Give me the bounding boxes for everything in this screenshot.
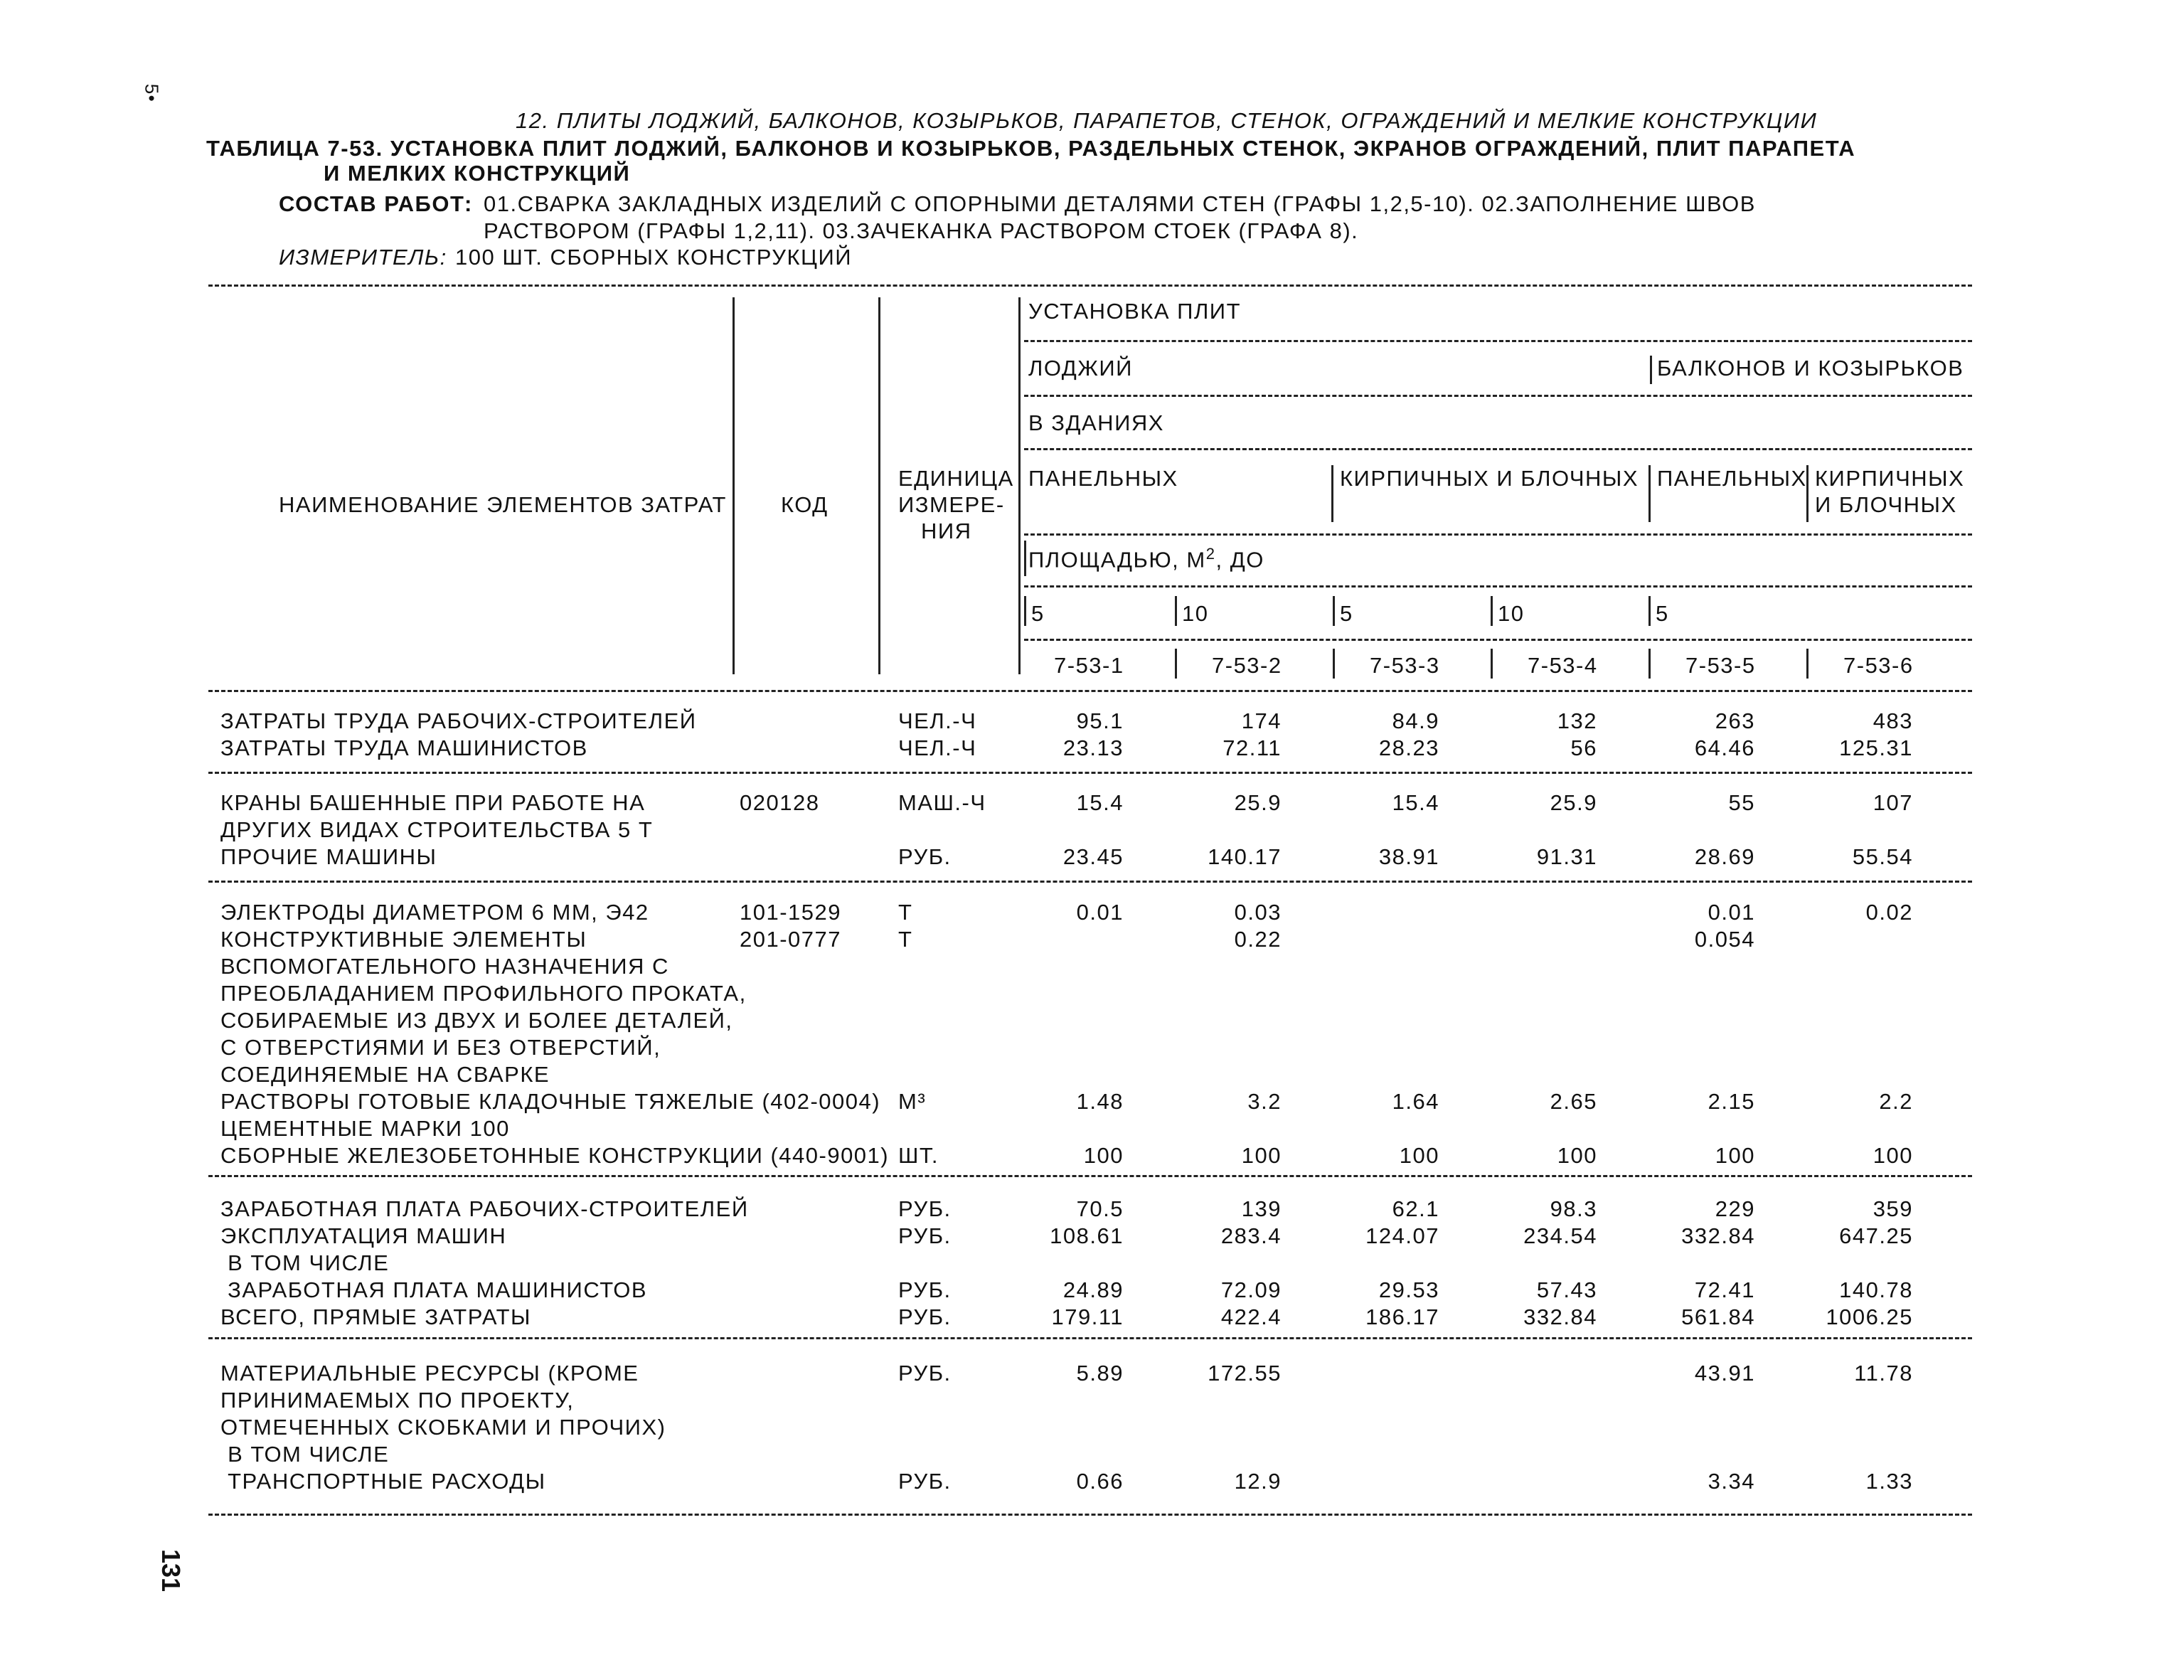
column-code-2: 7-53-2 [1212,653,1282,678]
row-name: ПРЕОБЛАДАНИЕМ ПРОФИЛЬНОГО ПРОКАТА, [220,981,747,1006]
row-value: 3.2 [1247,1089,1282,1114]
header-area-suffix: , ДО [1215,547,1264,573]
header-brick-balcony-1: КИРПИЧНЫХ [1815,466,1965,491]
row-name: КРАНЫ БАШЕННЫЕ ПРИ РАБОТЕ НА [220,790,646,815]
row-value: 38.91 [1378,844,1439,869]
row-code: 201-0777 [740,927,842,952]
header-tick-s2 [1175,596,1177,626]
header-tick-area [1024,541,1026,576]
row-value: 107 [1873,790,1913,815]
row-value: 72.11 [1222,735,1282,760]
row-name: ЗАТРАТЫ ТРУДА МАШИНИСТОВ [220,735,588,760]
header-area [1028,545,1264,573]
row-name: ВСПОМОГАТЕЛЬНОГО НАЗНАЧЕНИЯ С [220,954,669,979]
row-value: 72.41 [1694,1277,1755,1302]
section-title: 12. ПЛИТЫ ЛОДЖИЙ, БАЛКОНОВ, КОЗЫРЬКОВ, ПАРАПЕТОВ, СТЕНОК, ОГРАЖДЕНИЙ И МЕЛКИЕ КОНСТРУКЦИИ [516,108,1818,133]
page-number: 131 [156,1548,186,1593]
row-name: РАСТВОРЫ ГОТОВЫЕ КЛАДОЧНЫЕ ТЯЖЕЛЫЕ (402-0004) [220,1089,881,1114]
header-rule-buildings [1024,448,1972,450]
row-unit: РУБ. [898,1223,952,1248]
header-rule-type [1024,395,1972,397]
work-composition-text-cont: РАСТВОРОМ (ГРАФЫ 1,2,11). 03.ЗАЧЕКАНКА РАСТВОРОМ СТОЕК (ГРАФА 8). [484,218,1359,243]
row-unit: М³ [898,1089,927,1114]
row-unit: ЧЕЛ.-Ч [898,708,977,733]
column-code-5: 7-53-5 [1685,653,1756,678]
group-rule-2 [208,881,1972,883]
column-code-6: 7-53-6 [1843,653,1914,678]
row-value: 55.54 [1852,844,1913,869]
row-value: 139 [1241,1196,1282,1221]
row-value: 25.9 [1234,790,1282,815]
row-value: 186.17 [1365,1304,1439,1329]
header-tick-balcony [1650,356,1652,384]
row-value: 234.54 [1523,1223,1597,1248]
row-value: 132 [1557,708,1597,733]
row-name: СОБИРАЕМЫЕ ИЗ ДВУХ И БОЛЕЕ ДЕТАЛЕЙ, [220,1008,733,1033]
header-tick-s3 [1333,596,1335,626]
row-name: ЦЕМЕНТНЫЕ МАРКИ 100 [220,1116,510,1141]
header-bottom-rule [208,690,1972,692]
measure-text: 100 ШТ. СБОРНЫХ КОНСТРУКЦИЙ [455,245,853,270]
row-value: 24.89 [1062,1277,1124,1302]
row-name: ПРОЧИЕ МАШИНЫ [220,844,437,869]
header-divider-code [878,297,880,674]
row-value: 125.31 [1839,735,1913,760]
header-code-column: КОД [781,492,829,517]
header-divider-name [733,297,735,674]
header-brick: КИРПИЧНЫХ И БЛОЧНЫХ [1340,466,1639,491]
row-unit: ЧЕЛ.-Ч [898,735,977,760]
row-value: 23.45 [1062,844,1124,869]
row-value: 483 [1873,708,1913,733]
header-panel: ПАНЕЛЬНЫХ [1028,466,1178,491]
row-value: 0.01 [1076,900,1124,925]
header-brick-balcony-2: И БЛОЧНЫХ [1815,492,1957,517]
header-rule-size [1024,639,1972,641]
row-name: МАТЕРИАЛЬНЫЕ РЕСУРСЫ (КРОМЕ [220,1361,639,1386]
header-tick-s5 [1648,596,1651,626]
row-value: 98.3 [1550,1196,1597,1221]
row-value: 15.4 [1392,790,1439,815]
row-value: 3.34 [1708,1469,1755,1494]
row-value: 64.46 [1694,735,1755,760]
row-value: 100 [1241,1143,1282,1168]
row-value: 422.4 [1220,1304,1282,1329]
header-loggias: ЛОДЖИЙ [1028,356,1133,381]
row-value: 57.43 [1536,1277,1597,1302]
row-value: 11.78 [1854,1361,1913,1386]
header-unit-column-1: ЕДИНИЦА [898,466,1014,491]
row-value: 332.84 [1681,1223,1755,1248]
group-rule-1 [208,772,1972,774]
row-value: 72.09 [1220,1277,1282,1302]
header-tick-s4 [1491,596,1493,626]
row-name: ТРАНСПОРТНЫЕ РАСХОДЫ [220,1469,546,1494]
row-value: 0.01 [1708,900,1755,925]
row-name: ОТМЕЧЕННЫХ СКОБКАМИ И ПРОЧИХ) [220,1415,666,1440]
row-code: 020128 [740,790,820,815]
header-name-column: НАИМЕНОВАНИЕ ЭЛЕМЕНТОВ ЗАТРАТ [279,492,727,517]
row-value: 56 [1570,735,1597,760]
row-value: 359 [1873,1196,1913,1221]
row-value: 229 [1715,1196,1755,1221]
row-unit: Т [898,900,913,925]
header-divider-unit [1018,297,1021,674]
row-value: 0.66 [1076,1469,1124,1494]
row-name: СОЕДИНЯЕМЫЕ НА СВАРКЕ [220,1062,550,1087]
row-value: 5.89 [1076,1361,1124,1386]
row-unit: РУБ. [898,1304,952,1329]
row-value: 23.13 [1062,735,1124,760]
table-bottom-rule [208,1514,1972,1516]
header-tick-brick [1331,465,1333,522]
row-value: 1006.25 [1826,1304,1913,1329]
row-value: 62.1 [1392,1196,1439,1221]
row-unit: РУБ. [898,1469,952,1494]
header-size-2: 10 [1182,601,1209,626]
row-value: 84.9 [1392,708,1439,733]
row-value: 1.33 [1865,1469,1913,1494]
group-rule-3 [208,1175,1972,1177]
header-area-superscript: 2 [1205,545,1216,563]
row-name: СБОРНЫЕ ЖЕЛЕЗОБЕТОННЫЕ КОНСТРУКЦИИ (440-9001) [220,1143,890,1168]
row-value: 25.9 [1550,790,1597,815]
row-unit: ШТ. [898,1143,939,1168]
work-composition-label: СОСТАВ РАБОТ: [279,191,473,216]
header-rule-wall [1024,533,1972,536]
row-value: 0.02 [1865,900,1913,925]
column-code-1: 7-53-1 [1054,653,1124,678]
row-value: 70.5 [1076,1196,1124,1221]
row-value: 91.31 [1536,844,1597,869]
row-name: С ОТВЕРСТИЯМИ И БЕЗ ОТВЕРСТИЙ, [220,1035,661,1060]
row-name: ЭКСПЛУАТАЦИЯ МАШИН [220,1223,507,1248]
row-value: 2.15 [1708,1089,1755,1114]
header-unit-column-3: НИЯ [921,519,972,543]
row-value: 100 [1715,1143,1755,1168]
header-size-4: 10 [1498,601,1525,626]
row-value: 28.23 [1378,735,1439,760]
table-title-cont: И МЕЛКИХ КОНСТРУКЦИЙ [324,161,631,186]
row-name: ДРУГИХ ВИДАХ СТРОИТЕЛЬСТВА 5 Т [220,817,654,842]
corner-mark: 5• [141,83,163,103]
row-value: 332.84 [1523,1304,1597,1329]
header-tick-c2 [1333,649,1335,679]
row-value: 12.9 [1234,1469,1282,1494]
row-value: 0.22 [1234,927,1282,952]
work-composition-text: 01.СВАРКА ЗАКЛАДНЫХ ИЗДЕЛИЙ С ОПОРНЫМИ ДЕТАЛЯМИ СТЕН (ГРАФЫ 1,2,5-10). 02.ЗАПОЛНЕНИЕ ШВОВ [484,191,1756,216]
row-name: ВСЕГО, ПРЯМЫЕ ЗАТРАТЫ [220,1304,531,1329]
table-top-rule [208,285,1972,287]
header-rule-install [1024,340,1972,342]
row-value: 561.84 [1681,1304,1755,1329]
row-value: 647.25 [1839,1223,1913,1248]
row-value: 140.78 [1839,1277,1913,1302]
row-unit: РУБ. [898,844,952,869]
row-value: 95.1 [1076,708,1124,733]
row-code: 101-1529 [740,900,842,925]
row-name: ЭЛЕКТРОДЫ ДИАМЕТРОМ 6 ММ, Э42 [220,900,649,925]
column-code-3: 7-53-3 [1370,653,1440,678]
row-value: 100 [1399,1143,1439,1168]
row-name: КОНСТРУКТИВНЫЕ ЭЛЕМЕНТЫ [220,927,587,952]
measure-label: ИЗМЕРИТЕЛЬ: [279,245,447,270]
row-value: 0.054 [1694,927,1755,952]
row-value: 28.69 [1694,844,1755,869]
row-name: В ТОМ ЧИСЛЕ [220,1442,390,1467]
row-value: 179.11 [1051,1304,1124,1329]
row-unit: МАШ.-Ч [898,790,986,815]
row-value: 15.4 [1076,790,1124,815]
header-size-3: 5 [1340,601,1353,626]
header-panel-balcony: ПАНЕЛЬНЫХ [1657,466,1807,491]
header-area-label: ПЛОЩАДЬЮ, М [1028,547,1206,573]
header-tick-c5 [1806,649,1809,679]
row-value: 55 [1728,790,1755,815]
column-code-4: 7-53-4 [1528,653,1598,678]
row-value: 2.65 [1550,1089,1597,1114]
row-value: 140.17 [1208,844,1282,869]
header-tick-panel2 [1648,465,1651,522]
row-unit: Т [898,927,913,952]
header-install: УСТАНОВКА ПЛИТ [1028,299,1242,324]
row-unit: РУБ. [898,1277,952,1302]
row-value: 29.53 [1378,1277,1439,1302]
row-value: 263 [1715,708,1755,733]
row-value: 174 [1241,708,1282,733]
row-unit: РУБ. [898,1196,952,1221]
header-size-5: 5 [1656,601,1669,626]
header-tick-s1 [1024,596,1026,626]
row-name: ЗАРАБОТНАЯ ПЛАТА РАБОЧИХ-СТРОИТЕЛЕЙ [220,1196,749,1221]
header-tick-c3 [1491,649,1493,679]
header-size-1: 5 [1031,601,1045,626]
table-title: ТАБЛИЦА 7-53. УСТАНОВКА ПЛИТ ЛОДЖИЙ, БАЛКОНОВ И КОЗЫРЬКОВ, РАЗДЕЛЬНЫХ СТЕНОК, ЭКРАНОВ ОГРАЖДЕНИЙ, ПЛИТ ПАРАПЕТА [206,136,1856,161]
row-name: ЗАРАБОТНАЯ ПЛАТА МАШИНИСТОВ [220,1277,648,1302]
row-value: 100 [1557,1143,1597,1168]
header-rule-area [1024,585,1972,588]
header-unit-column-2: ИЗМЕРЕ- [898,492,1005,517]
row-value: 283.4 [1220,1223,1282,1248]
header-tick-c4 [1648,649,1651,679]
row-value: 1.64 [1392,1089,1439,1114]
row-value: 108.61 [1050,1223,1124,1248]
row-value: 1.48 [1076,1089,1124,1114]
row-value: 2.2 [1879,1089,1913,1114]
header-balconies: БАЛКОНОВ И КОЗЫРЬКОВ [1657,356,1964,381]
row-value: 0.03 [1234,900,1282,925]
header-tick-c1 [1175,649,1177,679]
row-name: ПРИНИМАЕМЫХ ПО ПРОЕКТУ, [220,1388,575,1413]
header-in-buildings: В ЗДАНИЯХ [1028,410,1164,435]
row-value: 100 [1083,1143,1124,1168]
row-name: ЗАТРАТЫ ТРУДА РАБОЧИХ-СТРОИТЕЛЕЙ [220,708,697,733]
group-rule-4 [208,1337,1972,1339]
row-value: 172.55 [1208,1361,1282,1386]
row-unit: РУБ. [898,1361,952,1386]
row-value: 43.91 [1694,1361,1755,1386]
row-value: 124.07 [1365,1223,1439,1248]
row-value: 100 [1873,1143,1913,1168]
row-name: В ТОМ ЧИСЛЕ [220,1250,390,1275]
